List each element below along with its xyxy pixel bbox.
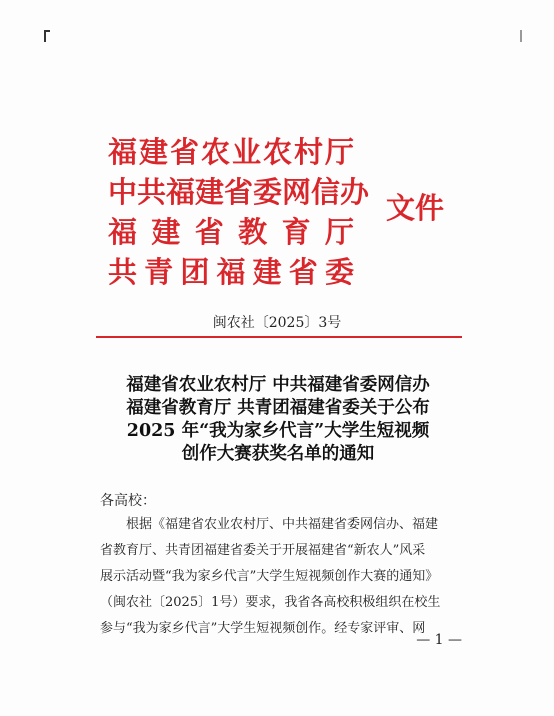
body-line: 参与“我为家乡代言”大学生短视频创作。经专家评审、网 (100, 621, 426, 636)
title-line: 2025 年“我为家乡代言”大学生短视频 (126, 421, 430, 441)
document-title (100, 374, 456, 466)
title-line: 福建省农业农村厅 中共福建省委网信办 (126, 375, 430, 395)
issuer-char: 青 (144, 255, 174, 289)
salutation: 各高校： (100, 493, 156, 509)
issuer-char: 教 (238, 215, 268, 249)
issuer-char: 共 (108, 255, 138, 289)
scan-edge-mark (520, 30, 522, 42)
red-divider-line (96, 336, 462, 338)
body-line: 展示活动暨“我为家乡代言”大学生短视频创作大赛的通知》 (100, 569, 439, 584)
issuer-char: 省 (288, 255, 318, 289)
document-suffix: 文件 (386, 191, 445, 225)
body-paragraph (100, 512, 456, 642)
issuer-char: 建 (151, 215, 181, 249)
issuer-line-3 (108, 212, 354, 252)
issuer-char: 厅 (324, 215, 354, 249)
issuer-char: 委 (324, 255, 354, 289)
issuer-line-1: 福建省农业农村厅 (108, 135, 357, 169)
issuer-char: 团 (180, 255, 210, 289)
issuer-line-4 (108, 252, 354, 292)
issuer-char: 育 (281, 215, 311, 249)
body-line: 省教育厅、共青团福建省委关于开展福建省“新农人”风采 (100, 543, 426, 558)
title-line: 创作大赛获奖名单的通知 (181, 444, 375, 464)
issuer-block (108, 132, 378, 292)
issuer-line-2: 中共福建省委网信办 (108, 175, 370, 209)
document-number: 闽农社〔2025〕3号 (212, 315, 342, 331)
issuer-char: 省 (194, 215, 224, 249)
issuer-char: 福 (108, 215, 138, 249)
body-line: 根据《福建省农业农村厅、中共福建省委网信办、福建 (126, 517, 439, 532)
body-line: （闽农社〔2025〕1号）要求，我省各高校积极组织在校生 (100, 595, 441, 610)
page-number: — 1 — (416, 632, 462, 648)
issuer-char: 建 (252, 255, 282, 289)
issuer-char: 福 (216, 255, 246, 289)
title-line: 福建省教育厅 共青团福建省委关于公布 (126, 398, 430, 418)
corner-crop-mark (44, 30, 50, 42)
